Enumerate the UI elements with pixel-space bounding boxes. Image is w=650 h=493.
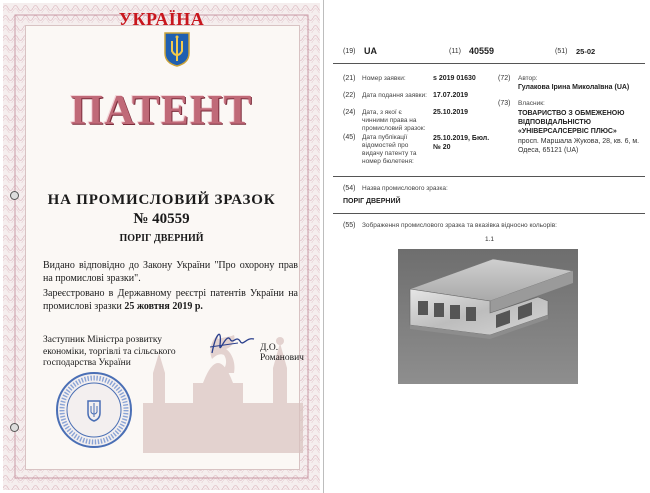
inid-code-24: (24): [343, 109, 356, 116]
design-name-label: Назва промислового зразка:: [362, 185, 448, 192]
signer-name: Д.О. Романович: [260, 343, 304, 363]
locarno-class: 25-02: [576, 47, 596, 56]
inid-code-55: (55): [343, 222, 356, 229]
door-threshold-image: [398, 249, 578, 384]
issued-text: Видано відповідно до Закону України "Про охорону прав на промислові зразки".: [43, 260, 298, 284]
header-rule: [333, 63, 645, 64]
filing-date: 17.07.2019: [433, 92, 469, 99]
inid-code-54: (54): [343, 185, 356, 192]
signature-icon: [208, 325, 258, 359]
filing-date-label: Дата подання заявки:: [362, 92, 427, 99]
application-number: s 2019 01630: [433, 75, 476, 82]
official-seal-icon: [55, 371, 133, 449]
inid-code-19: (19): [343, 48, 356, 55]
author-name: Гулакова Ірина Миколаївна (UA): [518, 84, 630, 91]
publication-date: 25.10.2019, Бюл. № 20: [433, 135, 490, 151]
section-rule: [333, 176, 645, 177]
design-name: ПОРІГ ДВЕРНИЙ: [119, 233, 204, 244]
inid-code-22: (22): [343, 92, 356, 99]
design-name-value: ПОРІГ ДВЕРНИЙ: [343, 198, 401, 205]
rights-effective-date-label: Дата, з якої є чинними права на промисловий зразок:: [362, 109, 426, 132]
patent-record-page: [333, 0, 645, 493]
owner-label: Власник:: [518, 100, 545, 107]
owner-address: просп. Маршала Жукова, 28, кв. 6, м. Одеса, 65121 (UA): [518, 138, 640, 154]
registered-date: 25 жовтня 2019 р.: [124, 301, 203, 312]
registration-number: 40559: [469, 46, 495, 56]
punch-hole: [10, 423, 19, 432]
figure-number: 1.1: [485, 236, 495, 243]
signer-title: [43, 335, 193, 370]
registered-statement: Зареєстровано в Державному реєстрі патентів України на промислові зразки: [43, 288, 298, 312]
owner-name: ТОВАРИСТВО З ОБМЕЖЕНОЮ ВІДПОВІДАЛЬНІСТЮ «УНІВЕРСАЛСЕРВІС ПЛЮС»: [518, 110, 625, 135]
inid-code-45: (45): [343, 134, 356, 141]
document-type-title: ПАТЕНТ: [70, 88, 253, 134]
application-number-label: Номер заявки:: [362, 75, 406, 82]
registered-text: [43, 287, 298, 313]
inid-code-73: (73): [498, 100, 511, 107]
section-rule: [333, 213, 645, 214]
patent-number: № 40559: [133, 211, 190, 227]
patent-certificate: [3, 3, 320, 490]
page-divider: [323, 0, 324, 493]
inid-code-72: (72): [498, 75, 511, 82]
rights-effective-date: 25.10.2019: [433, 109, 469, 116]
author-label: Автор:: [518, 75, 538, 82]
inid-code-11: (11): [449, 48, 461, 55]
signer-title-line-3: господарства України: [43, 358, 131, 368]
country-name: УКРАЇНА: [118, 9, 205, 29]
punch-hole: [10, 191, 19, 200]
signer-title-line-1: Заступник Міністра розвитку: [43, 335, 163, 345]
design-image-label: Зображення промислового зразка та вказівка відносно кольорів:: [362, 222, 557, 229]
inid-code-51: (51): [555, 48, 568, 55]
inid-code-21: (21): [343, 75, 356, 82]
country-code: UA: [364, 46, 377, 56]
signer-title-line-2: економіки, торгівлі та сільського: [43, 346, 176, 357]
publication-date-label: Дата публікації відомостей про видачу патенту та номер бюлетеня:: [362, 134, 417, 165]
certificate-subtitle: НА ПРОМИСЛОВИЙ ЗРАЗОК: [47, 192, 276, 208]
